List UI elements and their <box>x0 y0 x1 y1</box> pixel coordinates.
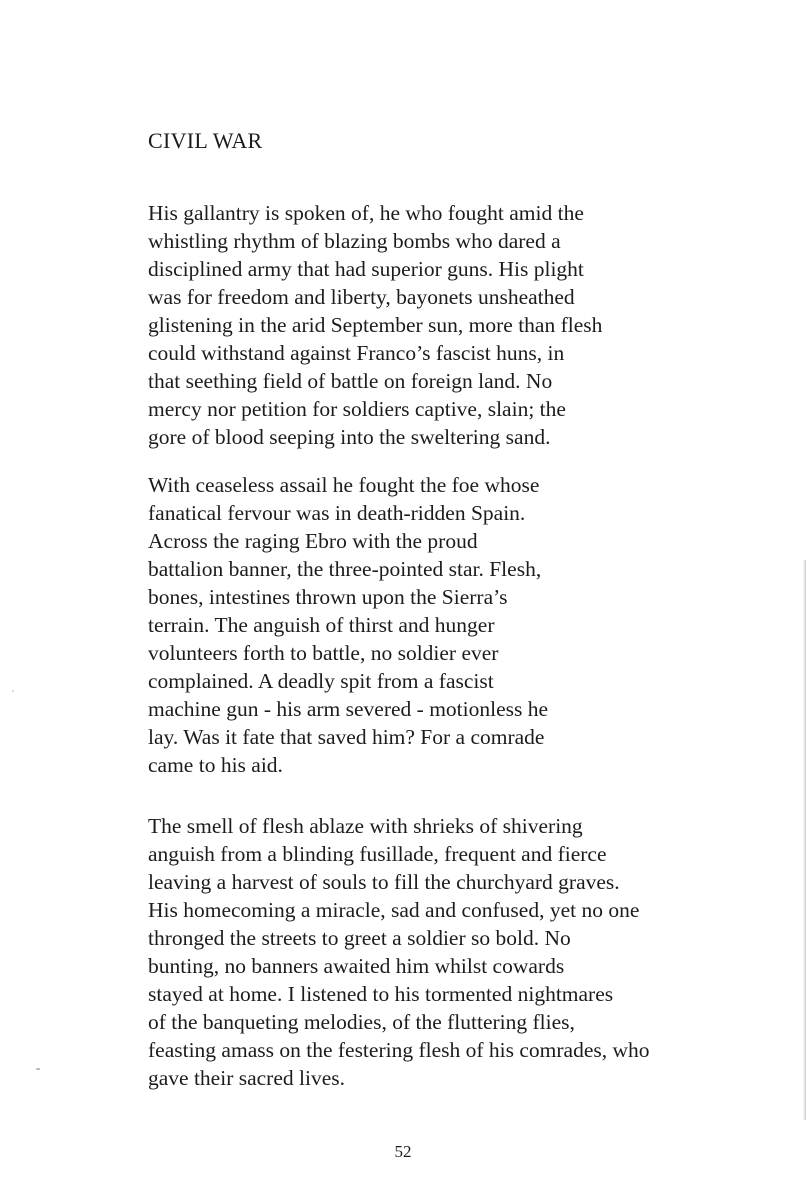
poem-line: Across the raging Ebro with the proud <box>148 529 478 553</box>
poem-line: gore of blood seeping into the sweltering sand. <box>148 425 551 449</box>
stanza-1 <box>148 199 602 451</box>
poem-line: came to his aid. <box>148 753 283 777</box>
poem-line: thronged the streets to greet a soldier so bold. No <box>148 926 571 950</box>
poem-line: His gallantry is spoken of, he who fought amid the <box>148 201 584 225</box>
poem-line: leaving a harvest of souls to fill the churchyard graves. <box>148 870 620 894</box>
poem-line: fanatical fervour was in death-ridden Spain. <box>148 501 526 525</box>
poem-line: complained. A deadly spit from a fascist <box>148 669 494 693</box>
poem-line: was for freedom and liberty, bayonets unsheathed <box>148 285 575 309</box>
poem-line: could withstand against Franco’s fascist huns, in <box>148 341 565 365</box>
poem-title: CIVIL WAR <box>148 128 263 153</box>
poem-line: With ceaseless assail he fought the foe whose <box>148 473 540 497</box>
poem-line: lay. Was it fate that saved him? For a comrade <box>148 725 545 749</box>
paper-speck <box>36 1068 40 1070</box>
poem-line: that seething field of battle on foreign land. No <box>148 369 553 393</box>
poem-line: terrain. The anguish of thirst and hunger <box>148 613 495 637</box>
poem-line: gave their sacred lives. <box>148 1066 345 1090</box>
poem-line: whistling rhythm of blazing bombs who dared a <box>148 229 561 253</box>
stanza-3 <box>148 812 650 1092</box>
poem-line: The smell of flesh ablaze with shrieks of shivering <box>148 814 583 838</box>
poem-line: battalion banner, the three-pointed star. Flesh, <box>148 557 542 581</box>
poem-line: disciplined army that had superior guns. His plight <box>148 257 584 281</box>
poem-line: glistening in the arid September sun, more than flesh <box>148 313 603 337</box>
poem-line: machine gun - his arm severed - motionless he <box>148 697 549 721</box>
poem-line: His homecoming a miracle, sad and confused, yet no one <box>148 898 640 922</box>
page-number: 52 <box>394 1142 412 1161</box>
poem-line: feasting amass on the festering flesh of his comrades, who <box>148 1038 650 1062</box>
poem-line: volunteers forth to battle, no soldier ever <box>148 641 499 665</box>
poem-line: bones, intestines thrown upon the Sierra’s <box>148 585 508 609</box>
poem-line: of the banqueting melodies, of the fluttering flies, <box>148 1010 575 1034</box>
paper-speck <box>12 690 14 692</box>
poem-line: bunting, no banners awaited him whilst cowards <box>148 954 565 978</box>
poem-line: mercy nor petition for soldiers captive, slain; the <box>148 397 566 421</box>
poem-line: stayed at home. I listened to his tormented nightmares <box>148 982 614 1006</box>
stanza-2 <box>148 471 548 779</box>
poem-line: anguish from a blinding fusillade, frequent and fierce <box>148 842 607 866</box>
